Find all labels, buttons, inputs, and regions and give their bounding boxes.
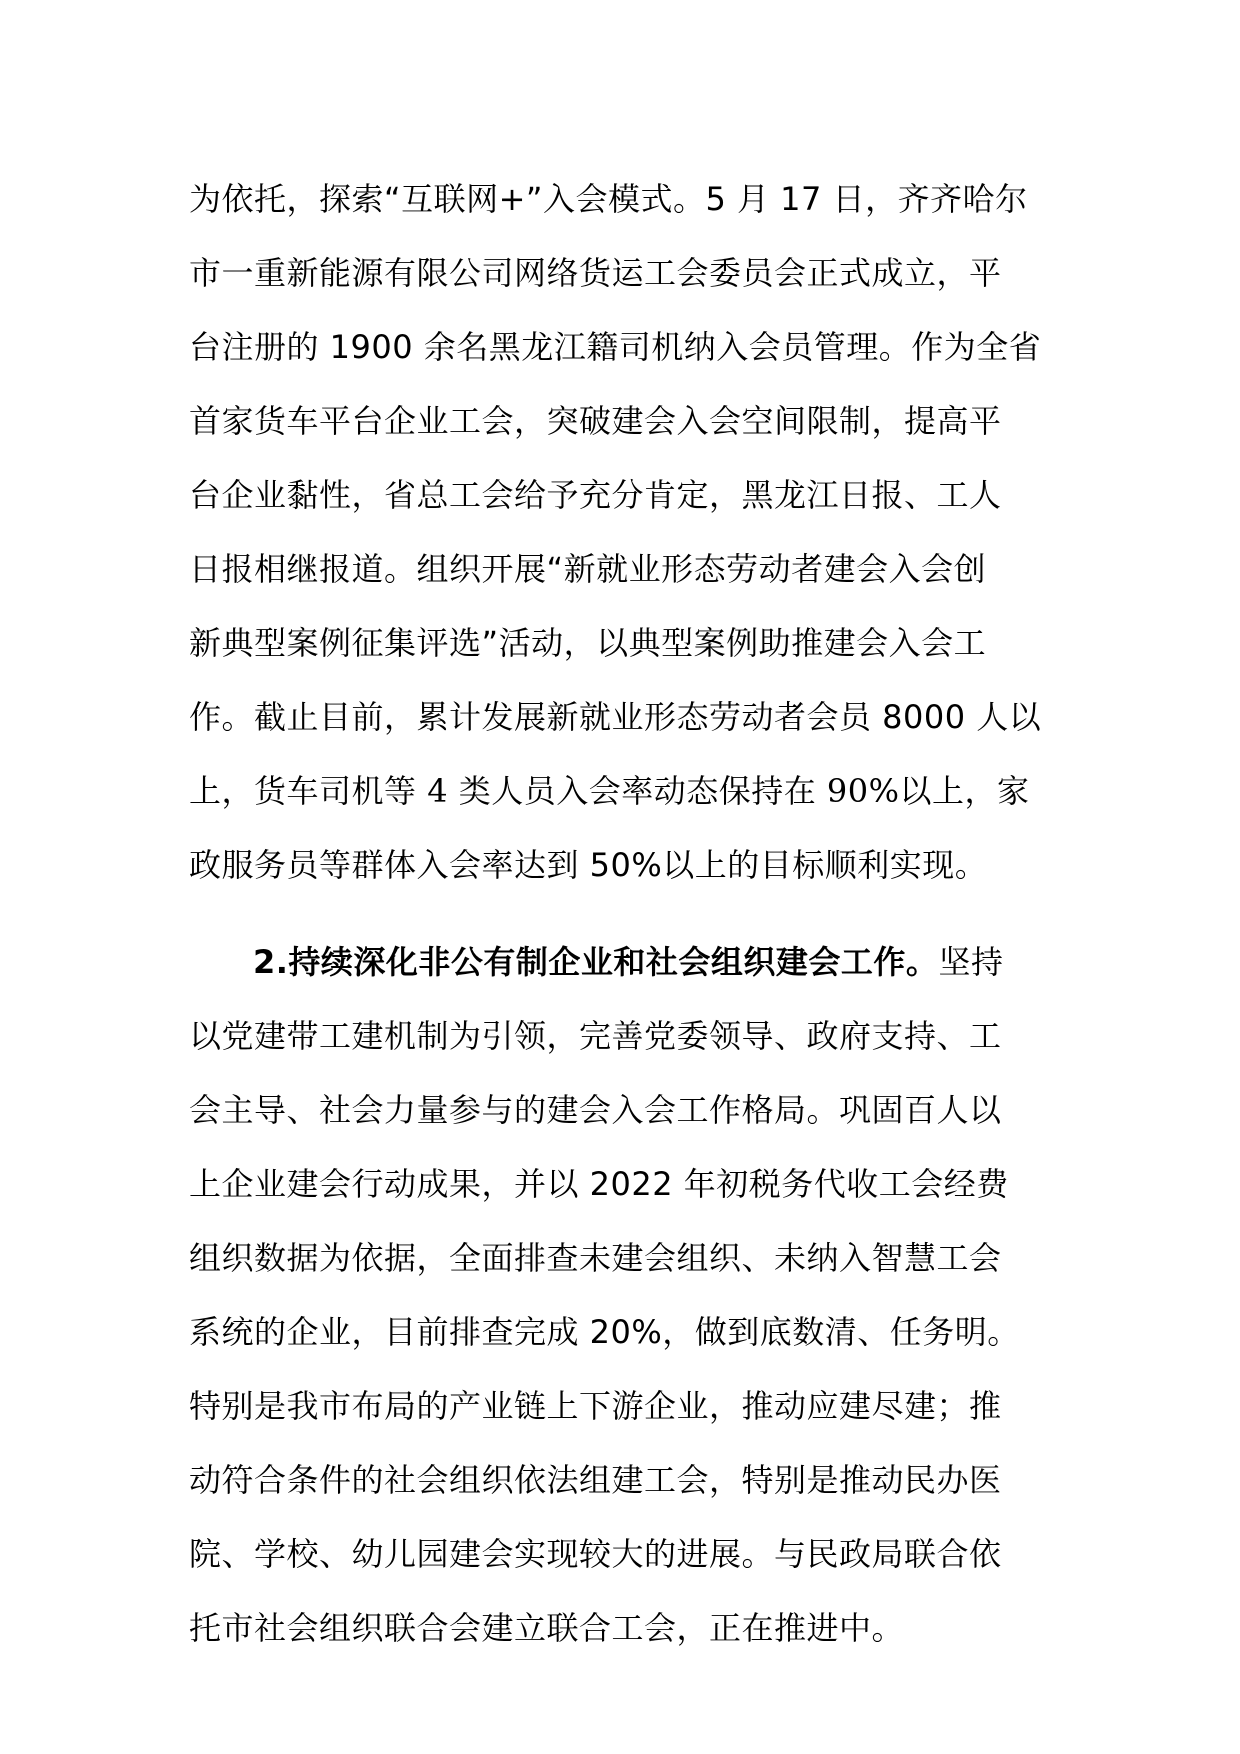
- line-9-percent-90: 90%: [826, 772, 900, 810]
- section-heading: 2.持续深化非公有制企业和社会组织建会工作。: [253, 943, 939, 981]
- paragraph-2-line-4: 上企业建会行动成果，并以 2022 年初税务代收工会经费: [189, 1165, 1009, 1203]
- paragraph-1-line-1: 为依托，探索“互联网+”入会模式。5 月 17 日，齐齐哈尔: [189, 180, 1028, 218]
- paragraph-2-line-7: 特别是我市布局的产业链上下游企业，推动应建尽建；推: [189, 1387, 1002, 1425]
- paragraph-1-line-8: 作。截止目前，累计发展新就业形态劳动者会员 8000 人以: [189, 698, 1042, 736]
- line-9-text-c: 以上，家: [899, 772, 1030, 810]
- paragraph-2-line-10: 托市社会组织联合会建立联合工会，正在推进中。: [189, 1609, 905, 1647]
- paragraph-2-line-5: 组织数据为依据，全面排查未建会组织、未纳入智慧工会: [189, 1239, 1002, 1277]
- line-9-text-b: 类人员入会率动态保持在: [458, 772, 817, 810]
- paragraph-2-line-9: 院、学校、幼儿园建会实现较大的进展。与民政局联合依: [189, 1535, 1002, 1573]
- line-9-text-a: 上，货车司机等: [189, 772, 417, 810]
- paragraph-1-line-10: 政服务员等群体入会率达到 50%以上的目标顺利实现。: [189, 846, 988, 884]
- paragraph-1-line-9: [189, 754, 1059, 828]
- paragraph-1: [189, 162, 1059, 902]
- paragraph-1-line-7: 新典型案例征集评选”活动，以典型案例助推建会入会工: [189, 624, 987, 662]
- paragraph-1-line-2: 市一重新能源有限公司网络货运工会委员会正式成立，平: [189, 254, 1002, 292]
- paragraph-2-line-2: 以党建带工建机制为引领，完善党委领导、政府支持、工: [189, 1017, 1002, 1055]
- paragraph-1-line-5: 台企业黏性，省总工会给予充分肯定，黑龙江日报、工人: [189, 476, 1002, 514]
- paragraph-2-line-6: 系统的企业，目前排查完成 20%，做到底数清、任务明。: [189, 1313, 1020, 1351]
- paragraph-2-line-8: 动符合条件的社会组织依法组建工会，特别是推动民办医: [189, 1461, 1002, 1499]
- paragraph-2-first-line-rest: 坚持: [938, 943, 1004, 981]
- paragraph-2: [189, 925, 1059, 1665]
- paragraph-2-line-1: [189, 925, 1059, 999]
- paragraph-1-line-4: 首家货车平台企业工会，突破建会入会空间限制，提高平: [189, 402, 1002, 440]
- line-9-number-4: 4: [427, 772, 449, 810]
- paragraph-1-line-6: 日报相继报道。组织开展“新就业形态劳动者建会入会创: [189, 550, 987, 588]
- paragraph-2-line-3: 会主导、社会力量参与的建会入会工作格局。巩固百人以: [189, 1091, 1002, 1129]
- paragraph-1-line-3: 台注册的 1900 余名黑龙江籍司机纳入会员管理。作为全省: [189, 328, 1042, 366]
